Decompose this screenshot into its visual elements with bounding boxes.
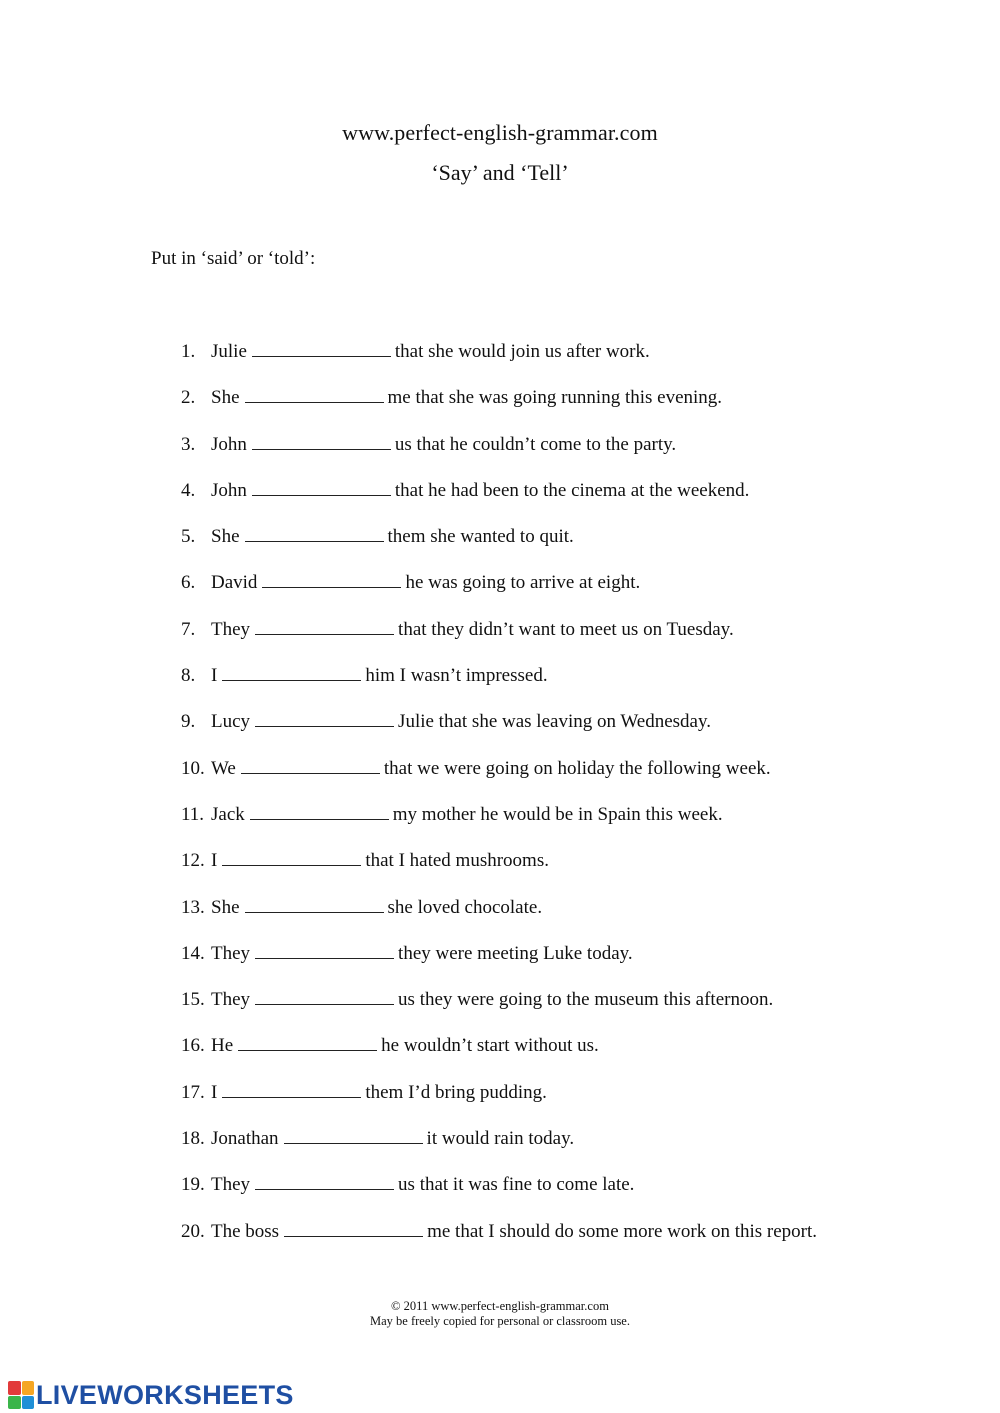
exercise-subject: They [211, 618, 251, 640]
answer-blank[interactable] [262, 569, 401, 588]
exercise-number: 4. [181, 479, 196, 501]
exercise-subject: They [211, 1174, 251, 1196]
exercise-item [181, 755, 817, 801]
exercise-number: 9. [181, 711, 196, 733]
exercise-number: 16. [181, 1035, 205, 1057]
footer-notice: May be freely copied for personal or classroom use. [370, 1314, 630, 1328]
exercise-subject: They [211, 942, 251, 964]
exercise-number: 20. [181, 1220, 205, 1242]
exercise-item [181, 801, 817, 847]
answer-blank[interactable] [255, 1171, 394, 1190]
exercise-sentence-rest: that she would join us after work. [394, 341, 650, 362]
answer-blank[interactable] [255, 986, 394, 1005]
exercise-subject: David [211, 572, 258, 594]
answer-blank[interactable] [238, 1032, 377, 1051]
exercise-sentence-rest: my mother he would be in Spain this week. [392, 803, 723, 825]
liveworksheets-logo[interactable] [8, 1380, 294, 1410]
exercise-item [181, 569, 817, 615]
answer-blank[interactable] [255, 616, 394, 635]
exercise-list [181, 338, 817, 1264]
logo-text: LIVEWORKSHEETS [36, 1379, 294, 1410]
exercise-number: 2. [181, 387, 196, 409]
exercise-sentence-rest: that they didn’t want to meet us on Tuesday. [398, 618, 734, 640]
exercise-number: 15. [181, 989, 205, 1011]
exercise-sentence-rest: them she wanted to quit. [387, 526, 574, 548]
answer-blank[interactable] [284, 1125, 423, 1144]
exercise-number: 10. [181, 757, 205, 779]
answer-blank[interactable] [245, 384, 384, 403]
site-url: www.perfect-english-grammar.com [342, 120, 658, 145]
exercise-number: 13. [181, 896, 205, 918]
answer-blank[interactable] [222, 662, 361, 681]
exercise-item [181, 847, 817, 893]
exercise-item [181, 708, 817, 754]
exercise-item [181, 477, 817, 523]
exercise-number: 14. [181, 942, 205, 964]
exercise-subject: She [211, 526, 240, 548]
exercise-sentence-rest: it would rain today. [426, 1128, 575, 1150]
liveworksheets-logo-icon [8, 1381, 34, 1409]
exercise-item [181, 986, 817, 1032]
answer-blank[interactable] [255, 708, 394, 727]
answer-blank[interactable] [222, 847, 361, 866]
exercise-subject: I [211, 850, 218, 872]
exercise-number: 19. [181, 1174, 205, 1196]
exercise-subject: Jonathan [211, 1128, 279, 1150]
exercise-item [181, 1218, 817, 1264]
exercise-item [181, 338, 817, 384]
exercise-item [181, 1079, 817, 1125]
exercise-sentence-rest: that we were going on holiday the following week. [383, 757, 771, 779]
exercise-number: 6. [181, 572, 196, 594]
exercise-subject: Jack [211, 803, 245, 825]
footer-copyright: © 2011 www.perfect-english-grammar.com [391, 1299, 609, 1313]
exercise-number: 1. [181, 341, 196, 362]
exercise-number: 17. [181, 1081, 205, 1103]
answer-blank[interactable] [245, 894, 384, 913]
answer-blank[interactable] [250, 801, 389, 820]
exercise-sentence-rest: us they were going to the museum this afternoon. [398, 989, 774, 1011]
exercise-subject: They [211, 989, 251, 1011]
exercise-subject: Julie [211, 341, 247, 362]
exercise-item [181, 616, 817, 662]
exercise-sentence-rest: Julie that she was leaving on Wednesday. [398, 711, 711, 733]
exercise-number: 3. [181, 433, 196, 455]
exercise-sentence-rest: us that it was fine to come late. [398, 1174, 635, 1196]
exercise-sentence-rest: us that he couldn’t come to the party. [394, 433, 677, 455]
exercise-sentence-rest: he wouldn’t start without us. [381, 1035, 599, 1057]
exercise-sentence-rest: she loved chocolate. [387, 896, 543, 918]
exercise-number: 7. [181, 618, 196, 640]
exercise-number: 12. [181, 850, 205, 872]
exercise-subject: He [211, 1035, 234, 1057]
exercise-sentence-rest: he was going to arrive at eight. [405, 572, 641, 594]
instruction-text: Put in ‘said’ or ‘told’: [151, 248, 316, 269]
exercise-item [181, 662, 817, 708]
exercise-sentence-rest: them I’d bring pudding. [365, 1081, 547, 1103]
exercise-subject: The boss [211, 1220, 280, 1242]
exercise-item [181, 1032, 817, 1078]
exercise-item [181, 940, 817, 986]
exercise-sentence-rest: that I hated mushrooms. [365, 850, 549, 872]
exercise-subject: I [211, 1081, 218, 1103]
answer-blank[interactable] [255, 940, 394, 959]
exercise-number: 8. [181, 665, 196, 687]
exercise-subject: John [211, 479, 247, 501]
exercise-subject: John [211, 433, 247, 455]
page-title: ‘Say’ and ‘Tell’ [431, 160, 569, 185]
answer-blank[interactable] [252, 338, 391, 357]
exercise-sentence-rest: me that she was going running this evening. [387, 387, 723, 409]
exercise-subject: She [211, 387, 240, 409]
exercise-item [181, 431, 817, 477]
exercise-item [181, 1171, 817, 1217]
exercise-item [181, 523, 817, 569]
exercise-sentence-rest: him I wasn’t impressed. [365, 665, 548, 687]
exercise-item [181, 894, 817, 940]
answer-blank[interactable] [245, 523, 384, 542]
exercise-sentence-rest: me that I should do some more work on this report. [427, 1220, 818, 1242]
exercise-subject: I [211, 665, 218, 687]
answer-blank[interactable] [252, 477, 391, 496]
answer-blank[interactable] [252, 431, 391, 450]
exercise-number: 11. [181, 803, 205, 825]
exercise-sentence-rest: they were meeting Luke today. [398, 942, 633, 964]
exercise-number: 18. [181, 1128, 205, 1150]
exercise-subject: Lucy [211, 711, 251, 733]
answer-blank[interactable] [284, 1218, 423, 1237]
exercise-item [181, 384, 817, 430]
exercise-subject: She [211, 896, 240, 918]
exercise-sentence-rest: that he had been to the cinema at the weekend. [394, 479, 750, 501]
exercise-number: 5. [181, 526, 196, 548]
exercise-item [181, 1125, 817, 1171]
answer-blank[interactable] [222, 1079, 361, 1098]
exercise-subject: We [211, 757, 236, 779]
answer-blank[interactable] [241, 755, 380, 774]
